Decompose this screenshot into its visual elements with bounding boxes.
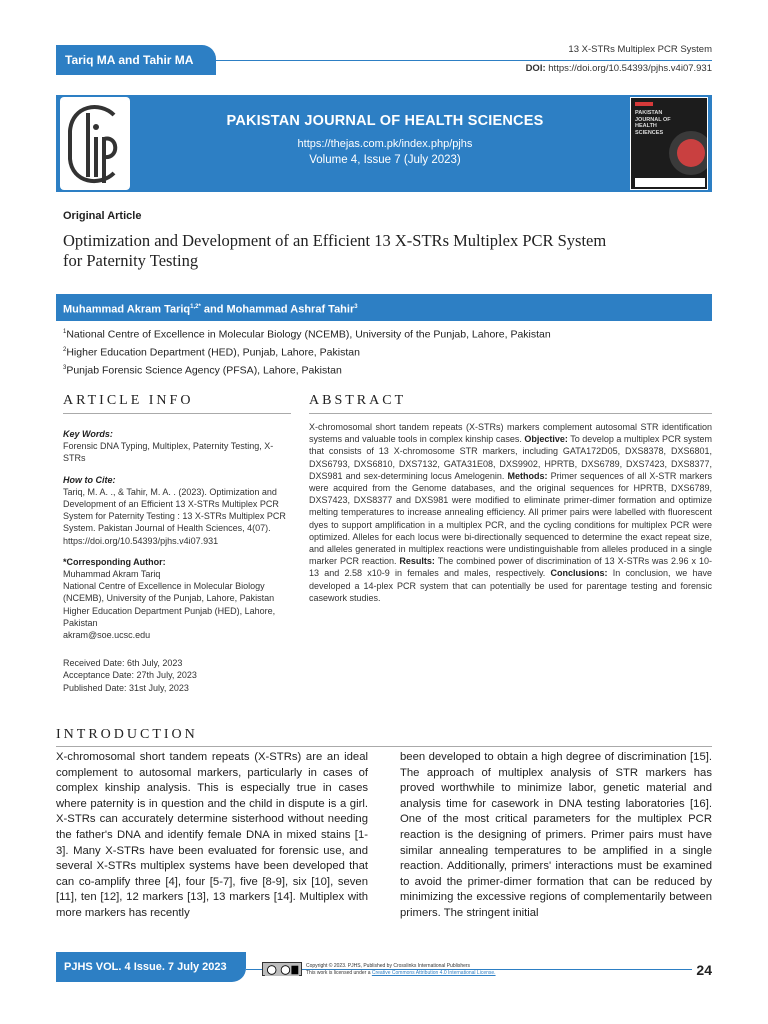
introduction-column-1: X-chromosomal short tandem repeats (X-STRs) are an ideal complement to autosomal markers, particularly in cases of complex kinship analysis. This is especially true in cases where paternity is in question and the child in dispute is a girl. X-STRs can accurately determine sisterhood without needing the father's DNA and identify female DNA in mixed stains [1-3]. Many X-STRs have been evaluated for forensic use, and several X-STRs multiplex systems have been developed that can co-amplify three [4], four [5-7], five [8-9], six [10], seven [11], ten [12], 12 markers [13], 13 markers [14]. Multiplex with more markers has recently [56, 751, 368, 919]
corresponding-block [63, 556, 291, 641]
affiliation [63, 361, 551, 379]
copyright-line-1: Copyright © 2023. PJHS, Published by Crosslinks International Publishers [306, 963, 471, 969]
citation: Tariq, M. A. ., & Tahir, M. A. . (2023). Optimization and Development of an Efficient 13 X-STRs Multiplex PCR System for Paternity Testing : 13 X-STRs Multiplex PCR System. Pakistan Journal of Health Sciences, 4(07). https://doi.org/10.54393/pjhs.v4i07.931 [63, 486, 286, 546]
doi-link[interactable]: https://doi.org/10.54393/pjhs.v4i07.931 [548, 63, 712, 74]
journal-name: PAKISTAN JOURNAL OF HEALTH SCIENCES [226, 113, 544, 129]
keywords-label: Key Words: [63, 429, 113, 439]
journal-cover-image [630, 97, 708, 190]
affiliations [63, 325, 551, 379]
authors-bar [56, 294, 712, 321]
cite-block [63, 474, 291, 547]
footer-journal-issue: PJHS VOL. 4 Issue. 7 July 2023 [64, 961, 227, 973]
license-prefix: This work is licensed under a [306, 970, 372, 976]
objective-text: To develop a multiplex PCR system that consists of 13 X-chromosome STR markers, including GATA172D05, DXS8378, DXS6801, DXS6793, DXS6810, DXS7132, GATA31E08, DXS9902, HPRTB, DXS6789, DXS7423, DXS8377, DXS981 and sex-determining locus Amelogenin. [309, 434, 712, 481]
journal-url[interactable]: https://thejas.com.pk/index.php/pjhs [297, 138, 473, 150]
author-1-sup: 1,2* [190, 304, 201, 310]
keywords-block [63, 428, 291, 465]
accepted-date: Acceptance Date: 27th July, 2023 [63, 670, 197, 681]
corresponding-label: *Corresponding Author: [63, 556, 166, 567]
affiliation-sup: 3 [63, 365, 67, 371]
article-info-rule [63, 413, 291, 414]
corresponding-email[interactable]: akram@soe.ucsc.edu [63, 630, 151, 641]
conclusions-label: Conclusions: [550, 568, 608, 579]
methods-label: Methods: [507, 470, 548, 481]
objective-label: Objective: [524, 434, 568, 445]
copyright-notice [306, 963, 496, 977]
keywords: Forensic DNA Typing, Multiplex, Paternity Testing, X-STRs [63, 441, 274, 464]
article-info-heading: ARTICLE INFO [63, 393, 194, 408]
published-date: Published Date: 31st July, 2023 [63, 682, 189, 693]
affiliation-sup: 2 [63, 347, 67, 353]
results-text: The combined power of discrimination of 13 X-STRs was 2.96 x 10-13 and 2.58 x10-9 in females and males, respectively. [309, 556, 712, 579]
author-2: Mohammad Ashraf Tahir [226, 303, 355, 316]
corresponding-affil: Higher Education Department Punjab (HED), Lahore, Pakistan [63, 605, 276, 628]
title-line-2: for Paternity Testing [63, 251, 199, 270]
abstract-body [309, 421, 712, 604]
corresponding-affil: National Centre of Excellence in Molecular Biology (NCEMB), University of the Punjab, Lahore, Pakistan [63, 581, 275, 604]
abstract-heading: ABSTRACT [309, 393, 407, 408]
conclusions-text: In conclusion, we have developed a 14-plex PCR system that can potentially be used for parentage testing and forensic casework studies. [309, 568, 712, 603]
author-and: and [200, 303, 227, 316]
article-type: Original Article [63, 210, 142, 222]
abstract-rule [309, 413, 712, 414]
page-number: 24 [696, 962, 712, 978]
doi-label: DOI: [525, 63, 546, 74]
affiliation-text: Higher Education Department (HED), Punjab, Lahore, Pakistan [66, 346, 360, 359]
dates-block [63, 657, 291, 694]
journal-volume: Volume 4, Issue 7 (July 2023) [309, 154, 461, 166]
introduction-rule [56, 746, 712, 747]
doi-line [526, 63, 712, 74]
article-title [63, 231, 723, 271]
cover-title: PAKISTAN JOURNAL OF HEALTH SCIENCES [635, 110, 671, 136]
affiliation [63, 325, 551, 343]
introduction-heading: INTRODUCTION [56, 727, 198, 742]
affiliation-text: National Centre of Excellence in Molecular Biology (NCEMB), University of the Punjab, Lahore, Pakistan [66, 328, 551, 341]
author-short-names: Tariq MA and Tahir MA [65, 53, 194, 67]
affiliation [63, 343, 551, 361]
abstract-intro: X-chromosomal short tandem repeats (X-STRs) markers complement autosomal STR identification systems and valuable tools in complex kinship cases. [309, 422, 712, 445]
license-link[interactable]: Creative Commons Attribution 4.0 International License. [371, 970, 496, 976]
copyright-line-2 [306, 970, 496, 977]
footer-tab [56, 952, 246, 982]
cite-label: How to Cite: [63, 474, 116, 485]
results-label: Results: [399, 556, 435, 567]
title-line-1: Optimization and Development of an Efficient 13 X-STRs Multiplex PCR System [63, 231, 607, 250]
introduction-column-2: been developed to obtain a high degree of discrimination [15]. The approach of multiplex analysis of STR markers has proved worthwhile to minimize labor, genetic material and analysis time for casework in DNA testing laboratories [16]. One of the most critical parameters for the multiplex PCR reaction is the designing of primers. Primer pairs must have similar annealing temperatures to be amplified in a single reaction. Additionally, primers' interactions must be examined to avoid the primer-dimer formation that can be reduced by minimizing the excessive regions of complementarily between primers. The stringent initial [400, 751, 712, 919]
cc-by-icon [262, 962, 302, 976]
article-info [63, 428, 291, 694]
author-2-sup: 3 [354, 304, 358, 310]
affiliation-text: Punjab Forensic Science Agency (PFSA), Lahore, Pakistan [66, 364, 342, 377]
clip-logo-icon [60, 97, 130, 190]
corresponding-name: Muhammad Akram Tariq [63, 569, 161, 580]
methods-text: Primer sequences of all X-STR markers were acquired from the Genome databases, and the original sequences for HPRTB, DXS6789, DXS7423, DXS8377 and DXS981 were modified to eliminate primer-dimer formation and optimize melting temperatures to increase annealing efficiency. All primer pairs were labelled with fluorescent dyes to support amplification in a multiplex PCR, and the cycling conditions for multiplex PCR were optimized. Alleles for each locus were bi-directionally sequenced to determine the exact repeat size, and alleles generated in multiplex reactions were undistinguishable from alleles produced in a single marker PCR reaction. [309, 470, 712, 567]
header-rule [216, 60, 712, 61]
affiliation-sup: 1 [63, 329, 67, 335]
received-date: Received Date: 6th July, 2023 [63, 658, 183, 669]
author-header-tab [56, 45, 216, 75]
running-title: 13 X-STRs Multiplex PCR System [568, 44, 712, 55]
author-1: Muhammad Akram Tariq [63, 303, 191, 316]
